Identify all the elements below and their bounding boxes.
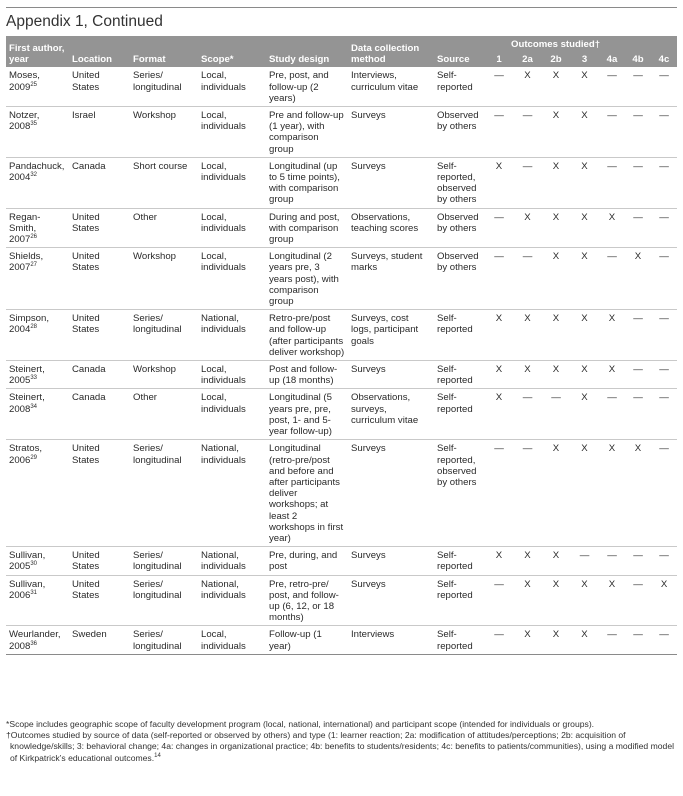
cell-method: Observations, teaching scores: [348, 208, 434, 248]
footnote-scope: *Scope includes geographic scope of faculty development program (local, national, international) and participant scope (intended for individuals or groups).: [6, 719, 595, 729]
cell-outcome-mark: —: [651, 440, 677, 547]
cell-outcome-mark: X: [513, 547, 542, 575]
cell-outcome-mark: X: [485, 310, 513, 361]
header-design: Study design: [266, 36, 348, 67]
table-row: [6, 547, 677, 575]
cell-outcome-mark: —: [651, 157, 677, 208]
table-body: [6, 67, 677, 654]
cell-outcome-mark: X: [599, 208, 625, 248]
header-outcome-code: 1: [485, 52, 513, 67]
cell-format: Workshop: [130, 361, 198, 389]
cell-outcome-mark: —: [599, 626, 625, 654]
header-format: Format: [130, 36, 198, 67]
cell-outcome-mark: X: [542, 626, 570, 654]
cell-outcome-mark: —: [651, 389, 677, 440]
footnote-reference: 14: [154, 752, 161, 759]
reference-number: 25: [30, 81, 38, 88]
cell-outcome-mark: —: [513, 157, 542, 208]
cell-outcome-mark: —: [599, 389, 625, 440]
cell-outcome-mark: —: [625, 361, 651, 389]
cell-design: Longitudinal (5 years pre, pre, post, 1- and 5-year follow-up): [266, 389, 348, 440]
cell-method: Surveys: [348, 575, 434, 626]
cell-format: Series/ longitudinal: [130, 67, 198, 106]
cell-author: [6, 547, 69, 575]
cell-outcome-mark: X: [625, 248, 651, 310]
cell-outcome-mark: X: [651, 575, 677, 626]
cell-scope: National, individuals: [198, 575, 266, 626]
cell-format: Other: [130, 389, 198, 440]
cell-location: United States: [69, 440, 130, 547]
cell-outcome-mark: —: [625, 310, 651, 361]
cell-location: Canada: [69, 361, 130, 389]
cell-method: Interviews: [348, 626, 434, 654]
cell-outcome-mark: —: [599, 547, 625, 575]
table-row: [6, 67, 677, 106]
footnote-outcomes: [6, 730, 677, 764]
header-outcomes-group: Outcomes studied†: [434, 36, 677, 52]
cell-source: Self-reported: [434, 626, 485, 654]
cell-design: Longitudinal (retro-pre/post and before and after participants deliver workshops; at least 2 workshops in first year): [266, 440, 348, 547]
cell-outcome-mark: X: [599, 440, 625, 547]
cell-outcome-mark: —: [651, 107, 677, 158]
reference-number: 36: [30, 640, 38, 647]
cell-outcome-mark: —: [485, 575, 513, 626]
cell-method: Surveys: [348, 440, 434, 547]
reference-number: 26: [30, 233, 38, 240]
cell-design: Follow-up (1 year): [266, 626, 348, 654]
author-text: Sullivan, 2005: [9, 550, 46, 573]
author-text: Steinert, 2008: [9, 392, 45, 415]
cell-outcome-mark: —: [651, 361, 677, 389]
cell-outcome-mark: X: [542, 157, 570, 208]
cell-outcome-mark: X: [542, 310, 570, 361]
cell-outcome-mark: —: [542, 389, 570, 440]
cell-outcome-mark: X: [485, 157, 513, 208]
cell-outcome-mark: —: [651, 67, 677, 106]
cell-outcome-mark: X: [485, 389, 513, 440]
table-row: [6, 575, 677, 626]
cell-outcome-mark: X: [542, 67, 570, 106]
reference-number: 27: [30, 262, 38, 269]
cell-author: [6, 208, 69, 248]
footnote-outcomes-text: †Outcomes studied by source of data (self-reported or observed by others) and type (1: learner reaction; 2a: modification of attitudes/perceptions; 2b: acquisition of knowledge/skills; 3: behavioral change; 4a: changes in organizational practice; 4b: benefits to students/residents; 4c: benefits to patients/communities), using a modified model of Kirkpatrick’s educational outcomes.: [6, 730, 675, 763]
cell-method: Interviews, curriculum vitae: [348, 67, 434, 106]
reference-number: 35: [30, 121, 38, 128]
cell-source: Self-reported: [434, 547, 485, 575]
cell-format: Series/ longitudinal: [130, 575, 198, 626]
author-text: Pandachuck, 2004: [9, 160, 65, 184]
cell-outcome-mark: —: [485, 208, 513, 248]
cell-outcome-mark: —: [513, 107, 542, 158]
cell-outcome-mark: —: [625, 547, 651, 575]
cell-design: Pre, retro-pre/ post, and follow-up (6, 12, or 18 months): [266, 575, 348, 626]
author-text: Stratos, 2006: [9, 443, 43, 466]
cell-outcome-mark: —: [625, 67, 651, 106]
cell-outcome-mark: —: [625, 575, 651, 626]
reference-number: 32: [30, 171, 38, 178]
cell-design: During and post, with comparison group: [266, 208, 348, 248]
header-outcome-code: 4b: [625, 52, 651, 67]
reference-number: 30: [30, 561, 38, 568]
author-text: Steinert, 2005: [9, 364, 45, 387]
cell-outcome-mark: X: [542, 208, 570, 248]
cell-outcome-mark: X: [570, 626, 599, 654]
cell-format: Workshop: [130, 107, 198, 158]
cell-scope: Local, individuals: [198, 361, 266, 389]
cell-location: United States: [69, 547, 130, 575]
header-outcome-code: 4a: [599, 52, 625, 67]
cell-location: Sweden: [69, 626, 130, 654]
cell-outcome-mark: —: [485, 440, 513, 547]
cell-format: Series/ longitudinal: [130, 440, 198, 547]
cell-outcome-mark: X: [570, 575, 599, 626]
table-row: [6, 208, 677, 248]
cell-outcome-mark: X: [542, 547, 570, 575]
table-row: [6, 361, 677, 389]
cell-outcome-mark: X: [485, 361, 513, 389]
cell-design: Post and follow-up (18 months): [266, 361, 348, 389]
cell-outcome-mark: X: [513, 361, 542, 389]
cell-location: United States: [69, 575, 130, 626]
cell-author: [6, 310, 69, 361]
author-text: Weurlander, 2008: [9, 629, 61, 652]
top-rule: [6, 7, 677, 8]
author-text: Sullivan, 2006: [9, 578, 46, 601]
cell-outcome-mark: —: [513, 389, 542, 440]
reference-number: 33: [30, 375, 38, 382]
reference-number: 28: [30, 324, 38, 331]
cell-source: Self-reported: [434, 575, 485, 626]
cell-outcome-mark: X: [599, 361, 625, 389]
cell-outcome-mark: —: [570, 547, 599, 575]
cell-source: Self-reported, observed by others: [434, 440, 485, 547]
cell-outcome-mark: X: [570, 248, 599, 310]
cell-design: Longitudinal (2 years pre, 3 years post), with comparison group: [266, 248, 348, 310]
header-outcome-code: 2a: [513, 52, 542, 67]
header-row-top: [6, 36, 677, 52]
cell-scope: Local, individuals: [198, 389, 266, 440]
cell-location: Israel: [69, 107, 130, 158]
cell-outcome-mark: X: [570, 440, 599, 547]
cell-source: Self-reported: [434, 389, 485, 440]
table-row: [6, 310, 677, 361]
author-text: Moses, 2009: [9, 70, 40, 93]
cell-location: Canada: [69, 157, 130, 208]
cell-format: Workshop: [130, 248, 198, 310]
table-row: [6, 389, 677, 440]
header-outcome-code: 4c: [651, 52, 677, 67]
cell-scope: National, individuals: [198, 547, 266, 575]
cell-outcome-mark: X: [570, 361, 599, 389]
cell-outcome-mark: X: [513, 208, 542, 248]
cell-outcome-mark: X: [570, 67, 599, 106]
cell-outcome-mark: —: [651, 547, 677, 575]
cell-outcome-mark: X: [570, 208, 599, 248]
cell-scope: National, individuals: [198, 440, 266, 547]
cell-source: Observed by others: [434, 107, 485, 158]
cell-scope: Local, individuals: [198, 107, 266, 158]
cell-location: United States: [69, 208, 130, 248]
cell-outcome-mark: X: [485, 547, 513, 575]
cell-outcome-mark: X: [570, 107, 599, 158]
cell-source: Observed by others: [434, 248, 485, 310]
reference-number: 34: [30, 403, 38, 410]
cell-outcome-mark: X: [542, 440, 570, 547]
cell-source: Self-reported: [434, 361, 485, 389]
cell-scope: Local, individuals: [198, 67, 266, 106]
cell-design: Pre, post, and follow-up (2 years): [266, 67, 348, 106]
author-text: Regan-Smith, 2007: [9, 211, 41, 246]
cell-outcome-mark: —: [651, 208, 677, 248]
reference-number: 31: [30, 589, 38, 596]
cell-source: Self-reported: [434, 67, 485, 106]
cell-source: Observed by others: [434, 208, 485, 248]
cell-outcome-mark: X: [599, 310, 625, 361]
cell-outcome-mark: —: [485, 626, 513, 654]
header-method: Data collection method: [348, 36, 434, 67]
header-location: Location: [69, 36, 130, 67]
cell-author: [6, 107, 69, 158]
author-text: Shields, 2007: [9, 251, 44, 274]
cell-format: Series/ longitudinal: [130, 310, 198, 361]
cell-outcome-mark: —: [599, 157, 625, 208]
cell-method: Surveys: [348, 547, 434, 575]
header-outcome-code: 3: [570, 52, 599, 67]
cell-location: United States: [69, 67, 130, 106]
cell-outcome-mark: —: [651, 626, 677, 654]
cell-scope: Local, individuals: [198, 626, 266, 654]
header-source: Source: [434, 52, 485, 67]
reference-number: 29: [30, 454, 38, 461]
cell-outcome-mark: X: [570, 389, 599, 440]
cell-outcome-mark: X: [513, 575, 542, 626]
cell-outcome-mark: X: [542, 361, 570, 389]
cell-outcome-mark: —: [599, 67, 625, 106]
table-row: [6, 440, 677, 547]
cell-location: United States: [69, 310, 130, 361]
cell-design: Pre, during, and post: [266, 547, 348, 575]
cell-author: [6, 157, 69, 208]
cell-outcome-mark: X: [542, 248, 570, 310]
cell-outcome-mark: —: [485, 67, 513, 106]
cell-format: Series/ longitudinal: [130, 626, 198, 654]
cell-source: Self-reported: [434, 310, 485, 361]
cell-source: Self-reported, observed by others: [434, 157, 485, 208]
cell-outcome-mark: —: [625, 389, 651, 440]
cell-outcome-mark: —: [651, 248, 677, 310]
cell-outcome-mark: X: [599, 575, 625, 626]
cell-outcome-mark: —: [625, 107, 651, 158]
cell-outcome-mark: X: [625, 440, 651, 547]
cell-author: [6, 575, 69, 626]
cell-method: Observations, surveys, curriculum vitae: [348, 389, 434, 440]
cell-author: [6, 389, 69, 440]
cell-outcome-mark: —: [599, 248, 625, 310]
cell-scope: Local, individuals: [198, 157, 266, 208]
header-scope: Scope*: [198, 36, 266, 67]
cell-outcome-mark: —: [513, 248, 542, 310]
cell-outcome-mark: —: [651, 310, 677, 361]
cell-author: [6, 626, 69, 654]
cell-design: Retro-pre/post and follow-up (after participants deliver workshop): [266, 310, 348, 361]
cell-location: United States: [69, 248, 130, 310]
cell-location: Canada: [69, 389, 130, 440]
footnotes: [6, 719, 677, 764]
header-outcome-code: 2b: [542, 52, 570, 67]
cell-outcome-mark: —: [513, 440, 542, 547]
header-author: First author, year: [6, 36, 69, 67]
cell-outcome-mark: X: [570, 310, 599, 361]
table-row: [6, 626, 677, 654]
cell-design: Pre and follow-up (1 year), with comparison group: [266, 107, 348, 158]
table-row: [6, 157, 677, 208]
cell-outcome-mark: —: [485, 107, 513, 158]
author-text: Notzer, 2008: [9, 110, 40, 133]
author-text: Simpson, 2004: [9, 313, 49, 336]
cell-outcome-mark: X: [570, 157, 599, 208]
cell-format: Other: [130, 208, 198, 248]
cell-outcome-mark: —: [599, 107, 625, 158]
cell-format: Series/ longitudinal: [130, 547, 198, 575]
table-row: [6, 248, 677, 310]
cell-author: [6, 67, 69, 106]
cell-outcome-mark: —: [625, 626, 651, 654]
cell-author: [6, 361, 69, 389]
cell-scope: National, individuals: [198, 310, 266, 361]
cell-scope: Local, individuals: [198, 248, 266, 310]
cell-outcome-mark: —: [485, 248, 513, 310]
table-row: [6, 107, 677, 158]
cell-outcome-mark: —: [625, 208, 651, 248]
cell-outcome-mark: X: [513, 67, 542, 106]
studies-table: [6, 36, 677, 655]
cell-author: [6, 248, 69, 310]
cell-outcome-mark: X: [513, 626, 542, 654]
cell-method: Surveys: [348, 157, 434, 208]
page-title: Appendix 1, Continued: [6, 13, 163, 30]
cell-method: Surveys, student marks: [348, 248, 434, 310]
cell-outcome-mark: X: [542, 575, 570, 626]
cell-method: Surveys: [348, 361, 434, 389]
cell-method: Surveys: [348, 107, 434, 158]
cell-author: [6, 440, 69, 547]
cell-format: Short course: [130, 157, 198, 208]
cell-scope: Local, individuals: [198, 208, 266, 248]
cell-outcome-mark: X: [542, 107, 570, 158]
cell-outcome-mark: —: [625, 157, 651, 208]
cell-design: Longitudinal (up to 5 time points), with comparison group: [266, 157, 348, 208]
cell-method: Surveys, cost logs, participant goals: [348, 310, 434, 361]
cell-outcome-mark: X: [513, 310, 542, 361]
